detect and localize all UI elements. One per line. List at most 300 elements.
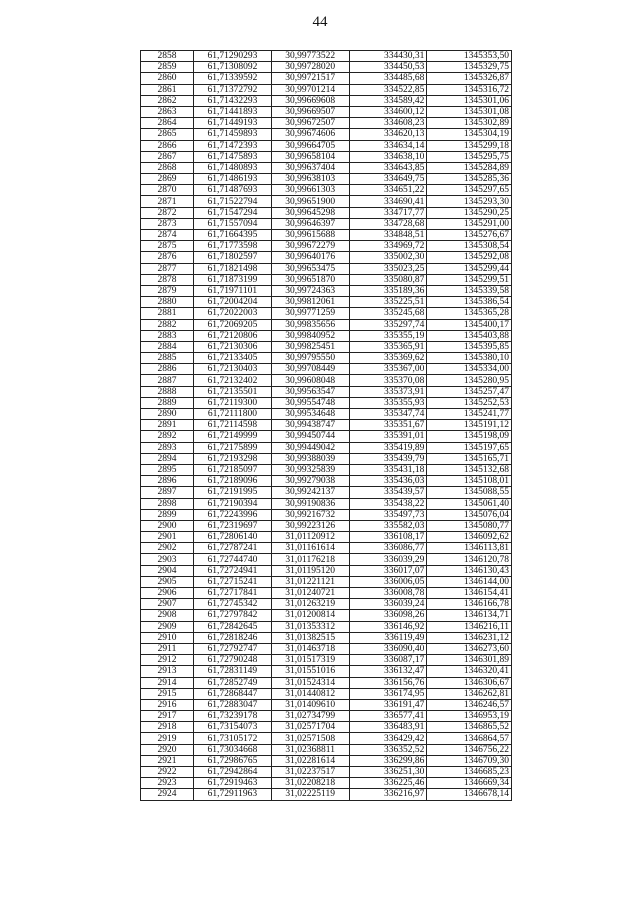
point-number-cell: 2865 [141,129,194,140]
latitude-cell: 61,72818246 [194,632,272,643]
longitude-cell: 30,99388039 [271,453,349,464]
x-coordinate-cell: 336216,97 [349,789,427,800]
y-coordinate-cell: 1345280,95 [427,375,512,386]
point-number-cell: 2874 [141,230,194,241]
y-coordinate-cell: 1345165,71 [427,453,512,464]
latitude-cell: 61,71339592 [194,73,272,84]
point-number-cell: 2860 [141,73,194,84]
latitude-cell: 61,71486193 [194,174,272,185]
x-coordinate-cell: 335351,67 [349,420,427,431]
longitude-cell: 30,99708449 [271,364,349,375]
y-coordinate-cell: 1346301,89 [427,655,512,666]
y-coordinate-cell: 1345080,77 [427,520,512,531]
y-coordinate-cell: 1345076,04 [427,509,512,520]
y-coordinate-cell: 1346166,78 [427,599,512,610]
x-coordinate-cell: 335355,19 [349,330,427,341]
y-coordinate-cell: 1345299,51 [427,274,512,285]
longitude-cell: 31,02571508 [271,733,349,744]
y-coordinate-cell: 1345191,12 [427,420,512,431]
table-row [141,755,512,766]
longitude-cell: 30,99771259 [271,308,349,319]
table-row [141,543,512,554]
latitude-cell: 61,71522794 [194,196,272,207]
y-coordinate-cell: 1346864,57 [427,733,512,744]
point-number-cell: 2908 [141,610,194,621]
point-number-cell: 2893 [141,442,194,453]
point-number-cell: 2872 [141,207,194,218]
table-row [141,185,512,196]
longitude-cell: 31,01440812 [271,688,349,699]
y-coordinate-cell: 1345395,85 [427,341,512,352]
longitude-cell: 30,99825451 [271,341,349,352]
table-row [141,532,512,543]
longitude-cell: 31,01120912 [271,532,349,543]
x-coordinate-cell: 335419,89 [349,442,427,453]
table-row [141,453,512,464]
x-coordinate-cell: 335367,00 [349,364,427,375]
x-coordinate-cell: 334485,68 [349,73,427,84]
table-row [141,151,512,162]
point-number-cell: 2894 [141,453,194,464]
latitude-cell: 61,72744740 [194,554,272,565]
x-coordinate-cell: 335080,87 [349,274,427,285]
latitude-cell: 61,72745342 [194,599,272,610]
y-coordinate-cell: 1345302,89 [427,118,512,129]
point-number-cell: 2886 [141,364,194,375]
x-coordinate-cell: 336108,17 [349,532,427,543]
latitude-cell: 61,71290293 [194,51,272,62]
y-coordinate-cell: 1346678,14 [427,789,512,800]
longitude-cell: 31,02237517 [271,767,349,778]
point-number-cell: 2911 [141,643,194,654]
longitude-cell: 31,01382515 [271,632,349,643]
longitude-cell: 31,02734799 [271,711,349,722]
table-row [141,230,512,241]
point-number-cell: 2905 [141,576,194,587]
latitude-cell: 61,72191995 [194,487,272,498]
latitude-cell: 61,73154073 [194,722,272,733]
x-coordinate-cell: 336006,05 [349,576,427,587]
latitude-cell: 61,71472393 [194,140,272,151]
longitude-cell: 31,01195120 [271,565,349,576]
y-coordinate-cell: 1345276,67 [427,230,512,241]
latitude-cell: 61,71459893 [194,129,272,140]
x-coordinate-cell: 335365,91 [349,341,427,352]
table-row [141,364,512,375]
table-row [141,308,512,319]
y-coordinate-cell: 1346134,71 [427,610,512,621]
table-row [141,174,512,185]
x-coordinate-cell: 335497,73 [349,509,427,520]
table-row [141,353,512,364]
latitude-cell: 61,72111800 [194,409,272,420]
point-number-cell: 2909 [141,621,194,632]
table-row [141,610,512,621]
y-coordinate-cell: 1345301,08 [427,106,512,117]
y-coordinate-cell: 1345257,47 [427,386,512,397]
y-coordinate-cell: 1346273,60 [427,643,512,654]
longitude-cell: 31,02225119 [271,789,349,800]
table-row [141,789,512,800]
longitude-cell: 31,01551016 [271,666,349,677]
table-row [141,375,512,386]
table-row [141,632,512,643]
longitude-cell: 30,99658104 [271,151,349,162]
table-row [141,274,512,285]
x-coordinate-cell: 335245,68 [349,308,427,319]
y-coordinate-cell: 1346113,81 [427,543,512,554]
table-row [141,106,512,117]
point-number-cell: 2863 [141,106,194,117]
x-coordinate-cell: 336087,17 [349,655,427,666]
table-row [141,263,512,274]
point-number-cell: 2912 [141,655,194,666]
point-number-cell: 2920 [141,744,194,755]
coordinates-table [140,50,512,801]
longitude-cell: 30,99638103 [271,174,349,185]
point-number-cell: 2918 [141,722,194,733]
table-row [141,252,512,263]
x-coordinate-cell: 336090,40 [349,643,427,654]
x-coordinate-cell: 335189,36 [349,285,427,296]
y-coordinate-cell: 1345292,08 [427,252,512,263]
x-coordinate-cell: 336225,46 [349,778,427,789]
point-number-cell: 2896 [141,476,194,487]
latitude-cell: 61,71487693 [194,185,272,196]
point-number-cell: 2906 [141,588,194,599]
table-row [141,297,512,308]
latitude-cell: 61,72868447 [194,688,272,699]
latitude-cell: 61,72190394 [194,498,272,509]
longitude-cell: 31,01263219 [271,599,349,610]
point-number-cell: 2878 [141,274,194,285]
latitude-cell: 61,71547294 [194,207,272,218]
table-row [141,778,512,789]
x-coordinate-cell: 335297,74 [349,319,427,330]
table-row [141,666,512,677]
longitude-cell: 30,99216732 [271,509,349,520]
latitude-cell: 61,72942864 [194,767,272,778]
y-coordinate-cell: 1345400,17 [427,319,512,330]
latitude-cell: 61,71432293 [194,95,272,106]
y-coordinate-cell: 1345380,10 [427,353,512,364]
point-number-cell: 2921 [141,755,194,766]
point-number-cell: 2910 [141,632,194,643]
latitude-cell: 61,72911963 [194,789,272,800]
x-coordinate-cell: 335431,18 [349,464,427,475]
latitude-cell: 61,72004204 [194,297,272,308]
longitude-cell: 30,99637404 [271,162,349,173]
point-number-cell: 2892 [141,431,194,442]
table-row [141,73,512,84]
table-row [141,140,512,151]
point-number-cell: 2866 [141,140,194,151]
point-number-cell: 2868 [141,162,194,173]
table-row [141,688,512,699]
y-coordinate-cell: 1346306,67 [427,677,512,688]
table-row [141,576,512,587]
y-coordinate-cell: 1346865,52 [427,722,512,733]
x-coordinate-cell: 336119,49 [349,632,427,643]
latitude-cell: 61,72790248 [194,655,272,666]
table-row [141,643,512,654]
y-coordinate-cell: 1346154,41 [427,588,512,599]
latitude-cell: 61,71773598 [194,241,272,252]
table-row [141,464,512,475]
x-coordinate-cell: 334620,13 [349,129,427,140]
point-number-cell: 2895 [141,464,194,475]
x-coordinate-cell: 336174,95 [349,688,427,699]
latitude-cell: 61,72189096 [194,476,272,487]
point-number-cell: 2916 [141,699,194,710]
x-coordinate-cell: 335225,51 [349,297,427,308]
latitude-cell: 61,72193298 [194,453,272,464]
x-coordinate-cell: 334649,75 [349,174,427,185]
table-row [141,409,512,420]
longitude-cell: 30,99721517 [271,73,349,84]
x-coordinate-cell: 336008,78 [349,588,427,599]
y-coordinate-cell: 1345326,87 [427,73,512,84]
longitude-cell: 30,99669507 [271,106,349,117]
y-coordinate-cell: 1346709,30 [427,755,512,766]
latitude-cell: 61,72792747 [194,643,272,654]
longitude-cell: 30,99672279 [271,241,349,252]
point-number-cell: 2858 [141,51,194,62]
table-row [141,733,512,744]
table-row [141,565,512,576]
latitude-cell: 61,72133405 [194,353,272,364]
longitude-cell: 30,99646397 [271,218,349,229]
latitude-cell: 61,72319697 [194,520,272,531]
x-coordinate-cell: 335002,30 [349,252,427,263]
x-coordinate-cell: 336086,77 [349,543,427,554]
point-number-cell: 2914 [141,677,194,688]
y-coordinate-cell: 1345316,72 [427,84,512,95]
latitude-cell: 61,72852749 [194,677,272,688]
x-coordinate-cell: 334848,51 [349,230,427,241]
x-coordinate-cell: 336098,26 [349,610,427,621]
longitude-cell: 31,01463718 [271,643,349,654]
longitude-cell: 30,99812061 [271,297,349,308]
table-row [141,196,512,207]
x-coordinate-cell: 336299,86 [349,755,427,766]
longitude-cell: 31,01409610 [271,699,349,710]
y-coordinate-cell: 1345088,55 [427,487,512,498]
y-coordinate-cell: 1346231,12 [427,632,512,643]
y-coordinate-cell: 1345108,01 [427,476,512,487]
table-row [141,767,512,778]
y-coordinate-cell: 1346130,43 [427,565,512,576]
longitude-cell: 31,01524314 [271,677,349,688]
x-coordinate-cell: 335369,62 [349,353,427,364]
point-number-cell: 2871 [141,196,194,207]
point-number-cell: 2898 [141,498,194,509]
table-row [141,520,512,531]
table-row [141,207,512,218]
y-coordinate-cell: 1345132,68 [427,464,512,475]
x-coordinate-cell: 336352,52 [349,744,427,755]
table-row [141,84,512,95]
table-row [141,319,512,330]
table-row [141,554,512,565]
y-coordinate-cell: 1345291,00 [427,218,512,229]
longitude-cell: 30,99640176 [271,252,349,263]
longitude-cell: 30,99651900 [271,196,349,207]
point-number-cell: 2881 [141,308,194,319]
x-coordinate-cell: 335370,08 [349,375,427,386]
latitude-cell: 61,71971101 [194,285,272,296]
latitude-cell: 61,72787241 [194,543,272,554]
longitude-cell: 31,01517319 [271,655,349,666]
point-number-cell: 2890 [141,409,194,420]
latitude-cell: 61,71475893 [194,151,272,162]
point-number-cell: 2869 [141,174,194,185]
y-coordinate-cell: 1346092,62 [427,532,512,543]
y-coordinate-cell: 1345061,40 [427,498,512,509]
point-number-cell: 2864 [141,118,194,129]
point-number-cell: 2924 [141,789,194,800]
y-coordinate-cell: 1345353,50 [427,51,512,62]
table-row [141,711,512,722]
longitude-cell: 30,99701214 [271,84,349,95]
point-number-cell: 2907 [141,599,194,610]
longitude-cell: 31,01221121 [271,576,349,587]
latitude-cell: 61,72724941 [194,565,272,576]
y-coordinate-cell: 1345197,65 [427,442,512,453]
latitude-cell: 61,72717841 [194,588,272,599]
longitude-cell: 30,99728020 [271,62,349,73]
y-coordinate-cell: 1345386,54 [427,297,512,308]
latitude-cell: 61,72986765 [194,755,272,766]
y-coordinate-cell: 1346246,57 [427,699,512,710]
y-coordinate-cell: 1346669,34 [427,778,512,789]
latitude-cell: 61,72185097 [194,464,272,475]
y-coordinate-cell: 1345297,65 [427,185,512,196]
x-coordinate-cell: 335438,22 [349,498,427,509]
x-coordinate-cell: 334600,12 [349,106,427,117]
longitude-cell: 31,01353312 [271,621,349,632]
y-coordinate-cell: 1345290,25 [427,207,512,218]
latitude-cell: 61,72132402 [194,375,272,386]
y-coordinate-cell: 1346144,00 [427,576,512,587]
point-number-cell: 2885 [141,353,194,364]
table-row [141,744,512,755]
latitude-cell: 61,72243996 [194,509,272,520]
table-row [141,599,512,610]
latitude-cell: 61,71802597 [194,252,272,263]
y-coordinate-cell: 1345403,88 [427,330,512,341]
x-coordinate-cell: 336156,76 [349,677,427,688]
y-coordinate-cell: 1346262,81 [427,688,512,699]
table-row [141,431,512,442]
y-coordinate-cell: 1345198,09 [427,431,512,442]
table-row [141,498,512,509]
table-row [141,285,512,296]
x-coordinate-cell: 334717,77 [349,207,427,218]
latitude-cell: 61,72919463 [194,778,272,789]
table-row [141,699,512,710]
x-coordinate-cell: 335023,25 [349,263,427,274]
table-row [141,129,512,140]
latitude-cell: 61,72842645 [194,621,272,632]
table-row [141,655,512,666]
table-row [141,509,512,520]
longitude-cell: 30,99325839 [271,464,349,475]
y-coordinate-cell: 1345334,00 [427,364,512,375]
table-row [141,677,512,688]
point-number-cell: 2903 [141,554,194,565]
point-number-cell: 2884 [141,341,194,352]
point-number-cell: 2919 [141,733,194,744]
y-coordinate-cell: 1345308,54 [427,241,512,252]
latitude-cell: 61,71372792 [194,84,272,95]
x-coordinate-cell: 334634,14 [349,140,427,151]
point-number-cell: 2861 [141,84,194,95]
table-row [141,722,512,733]
point-number-cell: 2917 [141,711,194,722]
point-number-cell: 2883 [141,330,194,341]
latitude-cell: 61,73105172 [194,733,272,744]
y-coordinate-cell: 1345299,18 [427,140,512,151]
table-row [141,51,512,62]
latitude-cell: 61,72135501 [194,386,272,397]
point-number-cell: 2867 [141,151,194,162]
table-row [141,118,512,129]
latitude-cell: 61,72130403 [194,364,272,375]
x-coordinate-cell: 335582,03 [349,520,427,531]
point-number-cell: 2889 [141,397,194,408]
longitude-cell: 30,99223126 [271,520,349,531]
longitude-cell: 31,01240721 [271,588,349,599]
point-number-cell: 2913 [141,666,194,677]
x-coordinate-cell: 336017,07 [349,565,427,576]
x-coordinate-cell: 334643,85 [349,162,427,173]
y-coordinate-cell: 1345365,28 [427,308,512,319]
table-row [141,442,512,453]
longitude-cell: 30,99651870 [271,274,349,285]
x-coordinate-cell: 334608,23 [349,118,427,129]
x-coordinate-cell: 334969,72 [349,241,427,252]
longitude-cell: 30,99664705 [271,140,349,151]
table-row [141,476,512,487]
point-number-cell: 2880 [141,297,194,308]
point-number-cell: 2900 [141,520,194,531]
latitude-cell: 61,72806140 [194,532,272,543]
y-coordinate-cell: 1345284,89 [427,162,512,173]
latitude-cell: 61,71449193 [194,118,272,129]
latitude-cell: 61,71441893 [194,106,272,117]
x-coordinate-cell: 335436,03 [349,476,427,487]
x-coordinate-cell: 334690,41 [349,196,427,207]
y-coordinate-cell: 1346953,19 [427,711,512,722]
y-coordinate-cell: 1346216,11 [427,621,512,632]
x-coordinate-cell: 334651,22 [349,185,427,196]
latitude-cell: 61,72797842 [194,610,272,621]
table-row [141,397,512,408]
x-coordinate-cell: 336251,30 [349,767,427,778]
x-coordinate-cell: 336191,47 [349,699,427,710]
longitude-cell: 30,99653475 [271,263,349,274]
table-row [141,487,512,498]
latitude-cell: 61,72831149 [194,666,272,677]
y-coordinate-cell: 1346320,41 [427,666,512,677]
point-number-cell: 2873 [141,218,194,229]
longitude-cell: 31,01200814 [271,610,349,621]
point-number-cell: 2901 [141,532,194,543]
latitude-cell: 61,73239178 [194,711,272,722]
point-number-cell: 2897 [141,487,194,498]
longitude-cell: 30,99773522 [271,51,349,62]
